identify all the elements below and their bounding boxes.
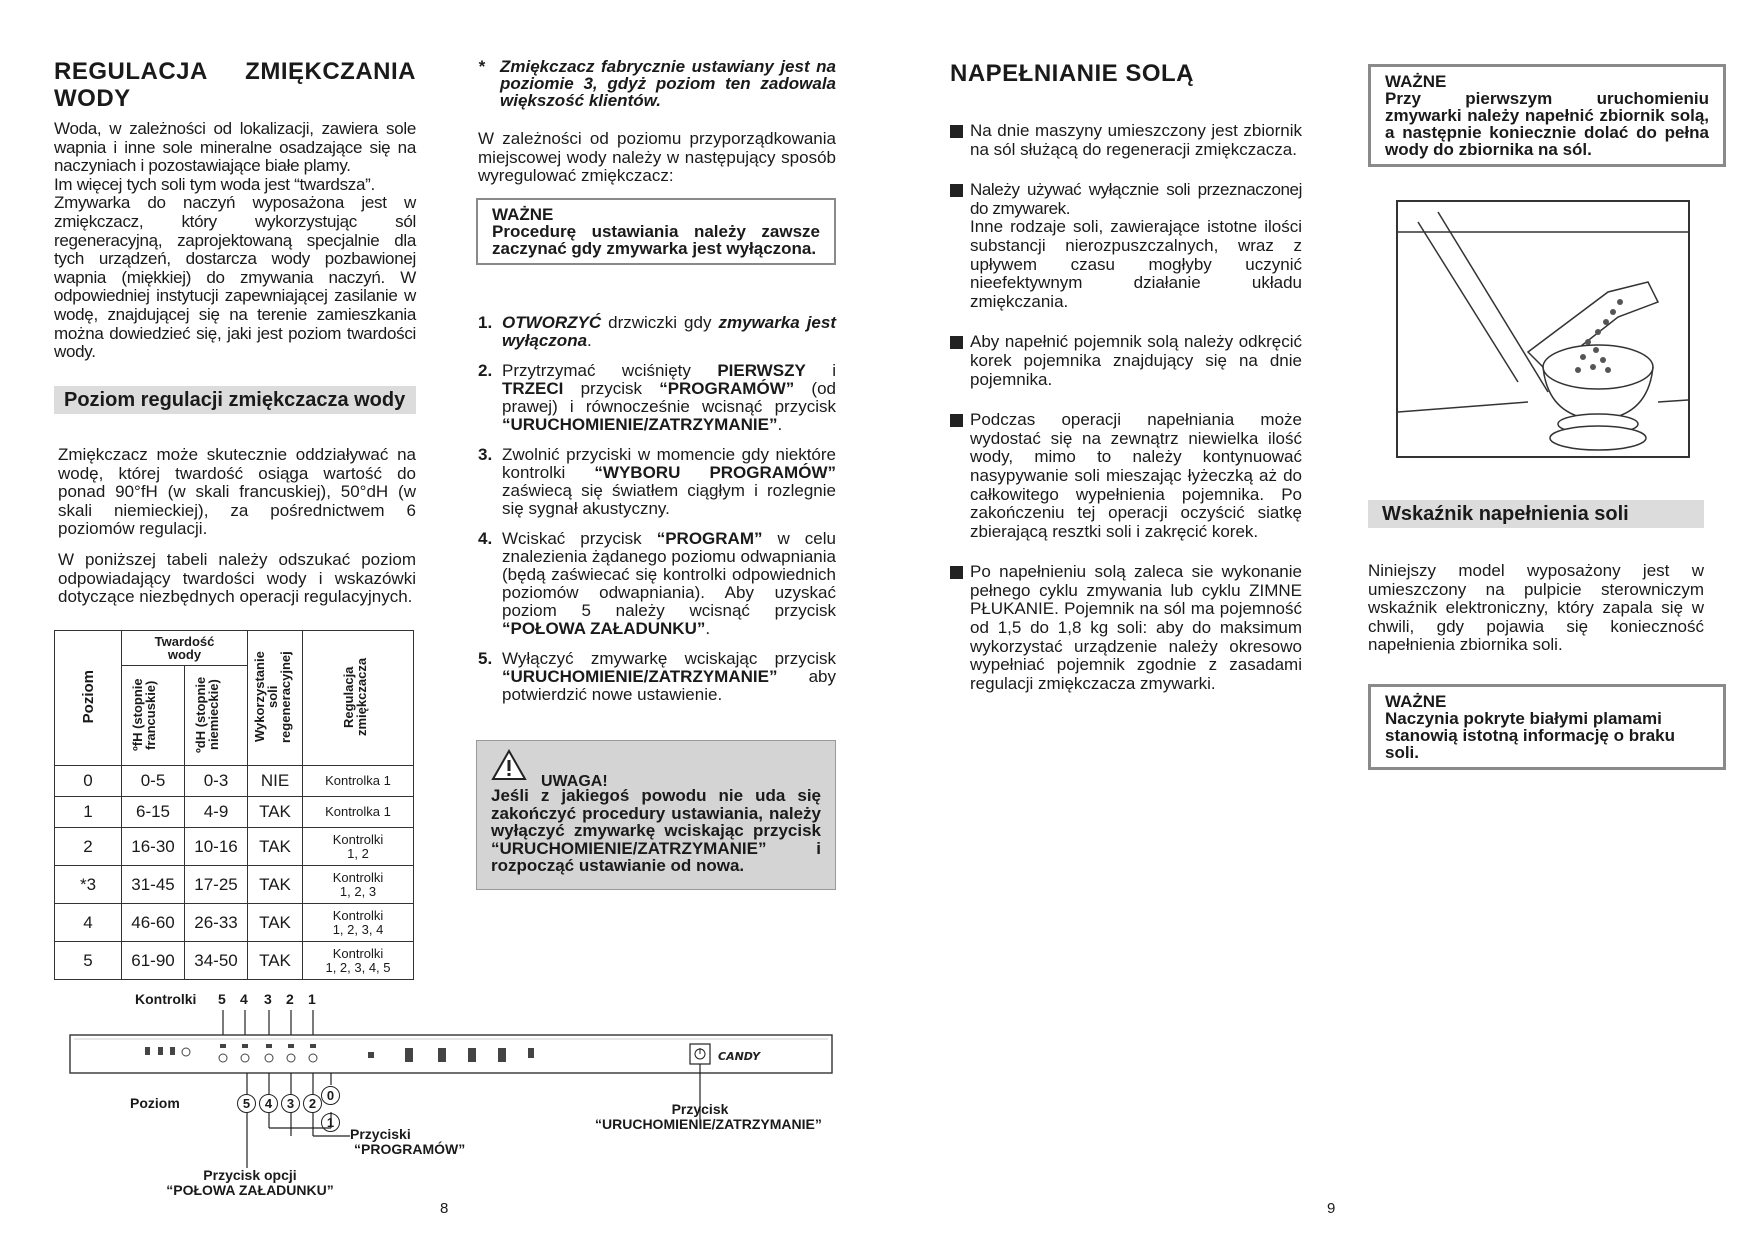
list-item: 5. Wyłączyć zmywarkę wciskając przycisk “URUCHOMIENIE/ZATRZYMANIE” aby potwierdzić nowe ustawienie. xyxy=(478,649,836,704)
col-header-dh: ºdH (stopnie niemieckie) xyxy=(185,666,248,766)
page-title: REGULACJA ZMIĘKCZANIA WODY xyxy=(54,58,416,112)
page-number-left: 8 xyxy=(440,1200,449,1217)
programs-buttons-label: Przyciski “PROGRAMÓW” xyxy=(350,1126,466,1157)
col-header-fh: ºfH (stopnie francuskie) xyxy=(122,666,185,766)
important-box-procedure: WAŻNE Procedurę ustawiania należy zawsze zaczynać gdy zmywarka jest wyłączona. xyxy=(476,198,836,265)
col-header-salt: Wykorzystanie soli regeneracyjnej xyxy=(248,631,303,766)
page-number-right: 9 xyxy=(1327,1200,1336,1217)
level-1-marker: 1 xyxy=(321,1113,340,1132)
procedure-steps xyxy=(478,314,836,716)
kontrolki-label: Kontrolki xyxy=(135,991,197,1007)
hardness-table xyxy=(54,630,414,980)
list-item: 4. Wciskać przycisk “PROGRAM” w celu znalezienia żądanego poziomu odwapniania (będą zaświecać się kontrolki odpowiednich poziomów odwapniania). Aby uzyskać poziom 5 należy wcisnąć przycisk “POŁOWA ZAŁADUNKU”. xyxy=(478,529,836,638)
level-0-marker: 0 xyxy=(321,1086,340,1105)
brand-logo: CANDY xyxy=(718,1050,761,1063)
salt-indicator-heading: Wskaźnik napełnienia soli xyxy=(1368,500,1704,528)
half-load-button-label: Przycisk opcji “POŁOWA ZAŁADUNKU” xyxy=(166,1167,334,1198)
salt-filling-illustration xyxy=(1396,200,1690,458)
table-row: 5 61-90 34-50 TAK Kontrolki 1, 2, 3, 4, 5 xyxy=(55,942,414,980)
list-item: Na dnie maszyny umieszczony jest zbiornik na sól służącą do regeneracji zmiękczacza. xyxy=(950,122,1302,159)
important-box-first-use: WAŻNE Przy pierwszym uruchomieniu zmywarki należy napełnić zbiornik solą, a następnie koniecznie dolać do pełna wody do zbiornika na sól. xyxy=(1368,64,1726,167)
table-row: 2 16-30 10-16 TAK Kontrolki 1, 2 xyxy=(55,828,414,866)
control-panel-diagram: Kontrolki 5 4 3 2 1 CANDY 0 Poziom 5 4 3 2 1 Przyciski “PROGRAMÓW” Przycisk opcji “POŁOWA ZAŁADUNKU” Przycisk “URUCHOMIENIE/ZATRZYMANIE” xyxy=(50,990,850,1220)
softener-level-text: Zmiękczacz może skutecznie oddziaływać na wodę, której twardość osiąga wartość do ponad 90°fH (w skali francuskiej), 50°dH (w skali niemieckiej), za pośrednictwem 6 poziomów regulacji. W poniższej tabeli należy odszukać poziom odpowiadający twardości wody i wskazówki dotyczące niezbędnych operacji regulacyjnych. xyxy=(58,445,416,607)
left-column xyxy=(54,58,416,362)
table-row: 0 0-5 0-3 NIE Kontrolka 1 xyxy=(55,766,414,797)
list-item: 3. Zwolnić przyciski w momencie gdy niektóre kontrolki “WYBORU PROGRAMÓW” zaświecą się światłem ciągłym i rozlegnie się sygnał akustyczny. xyxy=(478,445,836,518)
table-row: 1 6-15 4-9 TAK Kontrolka 1 xyxy=(55,797,414,828)
list-item: 1. OTWORZYĆ drzwiczki gdy zmywarka jest wyłączona. xyxy=(478,313,836,350)
factory-note: * Zmiękczacz fabrycznie ustawiany jest na poziomie 3, gdyż poziom ten zadowala większość klientów. xyxy=(478,57,836,110)
list-item: Po napełnieniu solą zaleca sie wykonanie pełnego cyklu zmywania lub cyklu ZIMNE PŁUKANIE. Pojemnik na sól ma pojemność od 1,5 do 1,8 kg soli: aby do maksimum wykorzystać urządzenie należy okresowo wypełniać pojemnik zgodnie z zasadami regulacji zmiękczacza zmywarki. xyxy=(950,563,1302,693)
warning-box: UWAGA! Jeśli z jakiegoś powodu nie uda się zakończyć procedury ustawiania, należy wyłączyć zmywarkę wciskając przycisk “URUCHOMIENIE/ZATRZYMANIE” i rozpocząć ustawianie od nowa. xyxy=(476,740,836,890)
list-item: Należy używać wyłącznie soli przeznaczonej do zmywarek. Inne rodzaje soli, zawierające istotne ilości substancji nierozpuszczalnych, wraz z upływem czasu mogłyby uczynić nieefektywnym działanie układu zmiękczania. xyxy=(950,181,1302,311)
middle-intro: W zależności od poziomu przyporządkowania miejscowej wody należy w następujący sposób wyregulować zmiękczacz: xyxy=(478,129,836,186)
poziom-label: Poziom xyxy=(130,1095,180,1111)
section-heading-softener-level: Poziom regulacji zmiękczacza wody xyxy=(54,386,416,414)
table-row: 4 46-60 26-33 TAK Kontrolki 1, 2, 3, 4 xyxy=(55,904,414,942)
level-4-marker: 4 xyxy=(259,1094,278,1113)
warning-triangle-icon xyxy=(491,749,527,781)
salt-section-title: NAPEŁNIANIE SOLĄ xyxy=(950,60,1195,87)
table-row: *3 31-45 17-25 TAK Kontrolki 1, 2, 3 xyxy=(55,866,414,904)
start-stop-button-label: Przycisk “URUCHOMIENIE/ZATRZYMANIE” xyxy=(595,1101,822,1132)
salt-container-illustration xyxy=(1398,202,1688,456)
col-header-level: Poziom xyxy=(55,631,122,766)
salt-instructions xyxy=(950,122,1302,715)
salt-indicator-text: Niniejszy model wyposażony jest w umieszczony na pulpicie sterowniczym wskaźnik elektroniczny, który zapala się w chwili, gdy pojawia się konieczność napełnienia zbiornika soli. xyxy=(1368,561,1704,655)
important-box-white-spots: WAŻNE Naczynia pokryte białymi plamami stanowią istotną informację o braku soli. xyxy=(1368,684,1726,770)
col-header-regulation: Regulacja zmiękczacza xyxy=(303,631,414,766)
intro-text: Woda, w zależności od lokalizacji, zawiera sole wapnia i inne sole mineralne osadzające się na naczyniach i pozostawiające białe plamy. Im więcej tych soli tym woda jest “twardsza”. Zmywarka do naczyń wyposażona jest w zmiękczacz, który wykorzystując sól regeneracyjną, zaprojektowaną specjalnie dla tych urządzeń, dostarcza wody pozbawionej wapnia (miękkiej) do zmywania naczyń. W odpowiedniej instytucji zapewniającej zasilanie w wodę, znajdującej się na terenie zamieszkania można dowiedzieć się, jaki jest poziom twardości wody. xyxy=(54,119,416,362)
level-2-marker: 2 xyxy=(303,1094,322,1113)
level-3-marker: 3 xyxy=(281,1094,300,1113)
col-header-hardness: Twardość wody xyxy=(122,631,248,666)
list-item: Aby napełnić pojemnik solą należy odkręcić korek pojemnika znajdujący się na dnie pojemnika. xyxy=(950,333,1302,389)
list-item: 2. Przytrzymać wciśnięty PIERWSZY i TRZECI przycisk “PROGRAMÓW” (od prawej) i równocześnie wcisnąć przycisk “URUCHOMIENIE/ZATRZYMANIE”. xyxy=(478,361,837,434)
list-item: Podczas operacji napełniania może wydostać się na zewnątrz niewielka ilość wody, mimo to należy kontynuować nasypywanie soli mieszając łyżeczką aż do całkowitego wypełnienia pojemnika. Po zakończeniu tej operacji oczyścić siatkę zbierającą resztki soli i zakręcić korek. xyxy=(950,411,1302,541)
level-5-marker: 5 xyxy=(237,1094,256,1113)
